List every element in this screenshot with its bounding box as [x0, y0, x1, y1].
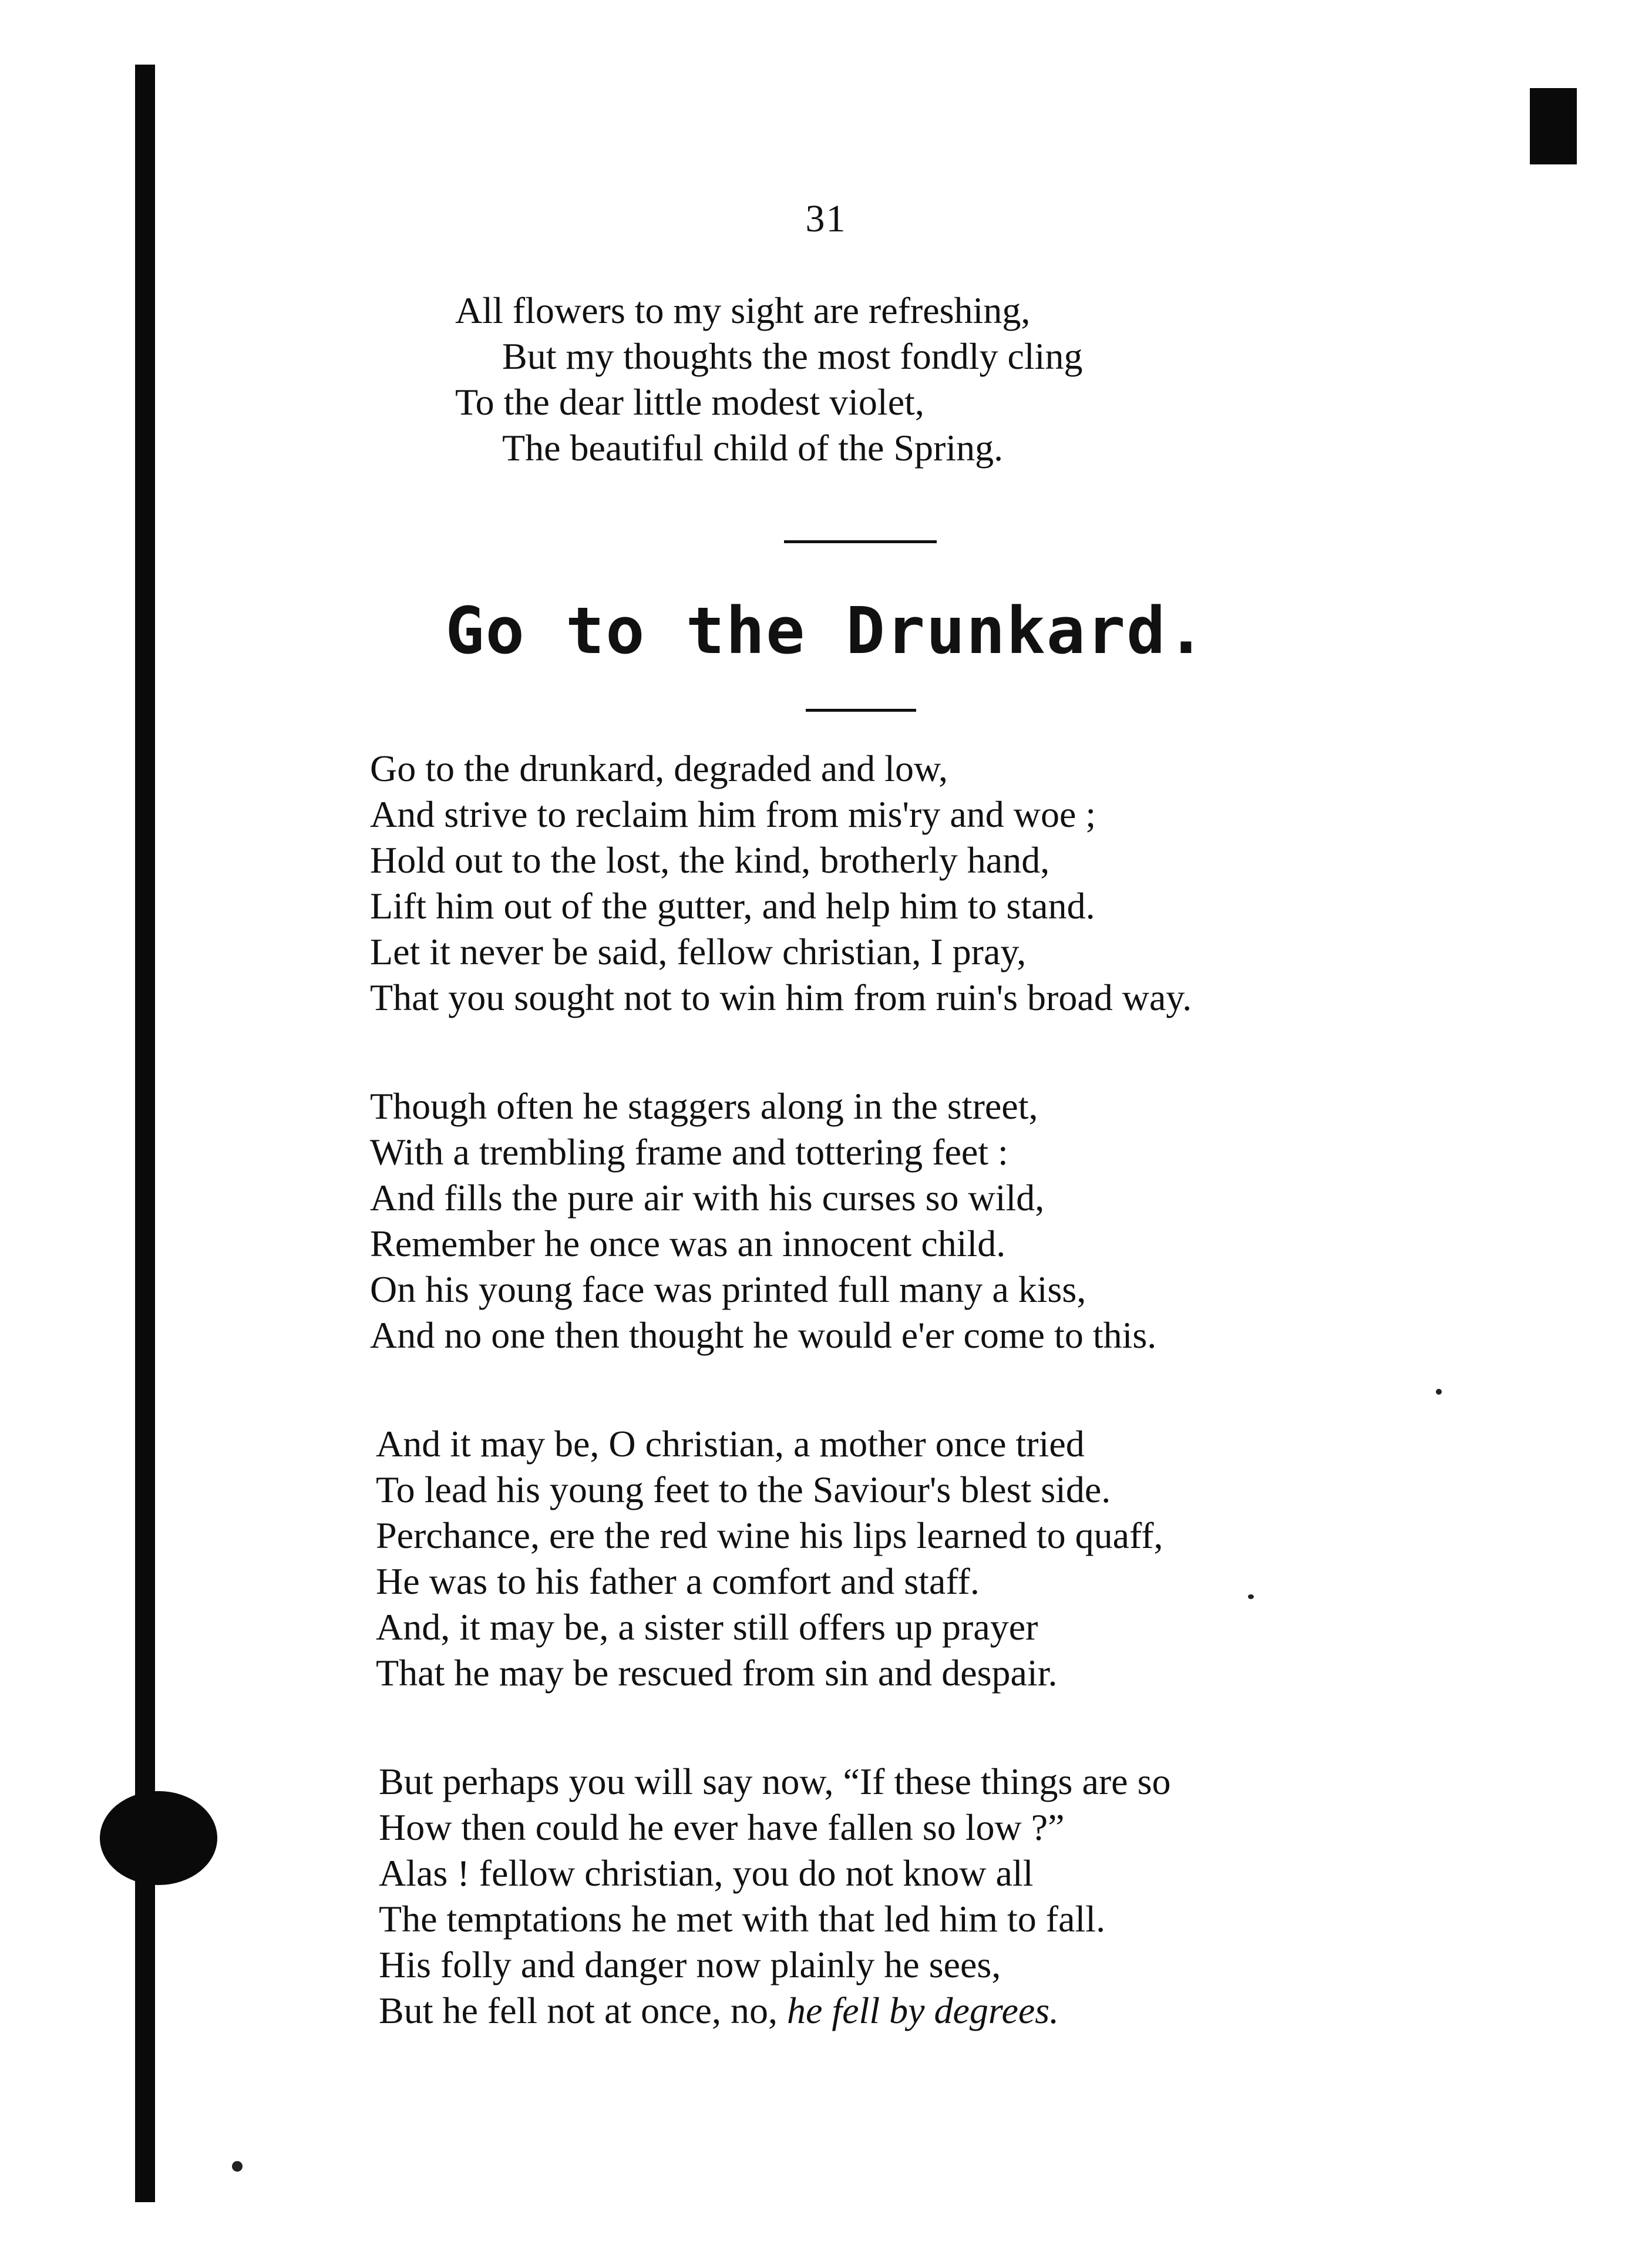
verse-line: Perchance, ere the red wine his lips learned to quaff, — [376, 1515, 1163, 1556]
verse-line: To lead his young feet to the Saviour's blest side. — [376, 1469, 1111, 1510]
final-line-emphasis: he fell by degrees. — [786, 1990, 1059, 2031]
verse-line: Remember he once was an innocent child. — [370, 1223, 1006, 1264]
verse-line: And, it may be, a sister still offers up prayer — [376, 1606, 1038, 1648]
verse-line: All flowers to my sight are refreshing, — [455, 290, 1031, 331]
corner-ink-mark — [1530, 88, 1577, 164]
verse-line: The beautiful child of the Spring. — [502, 427, 1004, 469]
verse-line: But perhaps you will say now, “If these things are so — [379, 1761, 1171, 1802]
verse-line: And no one then thought he would e'er come to this. — [370, 1314, 1157, 1356]
verse-line: On his young face was printed full many a kiss, — [370, 1268, 1086, 1310]
verse-line: The temptations he met with that led him to fall. — [379, 1898, 1106, 1940]
verse-line: And strive to reclaim him from mis'ry and woe ; — [370, 793, 1096, 835]
poem-stanza-1 — [370, 746, 1192, 1021]
title-underline — [806, 709, 916, 712]
ink-speck — [232, 2161, 243, 2172]
ink-blot — [100, 1791, 217, 1885]
poem-title: Go to the Drunkard. — [445, 593, 1207, 668]
intro-stanza — [455, 288, 1082, 471]
verse-line: With a trembling frame and tottering feet : — [370, 1131, 1008, 1173]
verse-line: And it may be, O christian, a mother once tried — [376, 1423, 1085, 1465]
verse-line: And fills the pure air with his curses so wild, — [370, 1177, 1045, 1219]
verse-line: Lift him out of the gutter, and help him to stand. — [370, 885, 1095, 927]
ink-speck — [1436, 1389, 1442, 1395]
page-number: 31 — [805, 197, 847, 240]
poem-stanza-4 — [379, 1759, 1170, 2034]
verse-line: That he may be rescued from sin and despair. — [376, 1652, 1058, 1694]
verse-line: Hold out to the lost, the kind, brotherly hand, — [370, 839, 1050, 881]
verse-line: That you sought not to win him from ruin's broad way. — [370, 977, 1192, 1018]
final-verse-line — [379, 1988, 1170, 2034]
verse-line: Alas ! fellow christian, you do not know all — [379, 1852, 1034, 1894]
verse-line: How then could he ever have fallen so low ?” — [379, 1806, 1065, 1848]
poem-stanza-2 — [370, 1083, 1156, 1358]
verse-line: Go to the drunkard, degraded and low, — [370, 748, 948, 789]
verse-line: But my thoughts the most fondly cling — [502, 335, 1083, 377]
section-divider — [784, 540, 937, 543]
verse-line: Though often he staggers along in the street, — [370, 1085, 1038, 1127]
final-line-text: But he fell not at once, no, — [379, 1990, 787, 2031]
verse-line: Let it never be said, fellow christian, I pray, — [370, 931, 1027, 972]
verse-line: To the dear little modest violet, — [455, 381, 924, 423]
ink-speck — [1248, 1594, 1254, 1599]
verse-line: He was to his father a comfort and staff. — [376, 1560, 980, 1602]
poem-stanza-3 — [376, 1421, 1163, 1696]
verse-line: His folly and danger now plainly he sees, — [379, 1944, 1001, 1985]
